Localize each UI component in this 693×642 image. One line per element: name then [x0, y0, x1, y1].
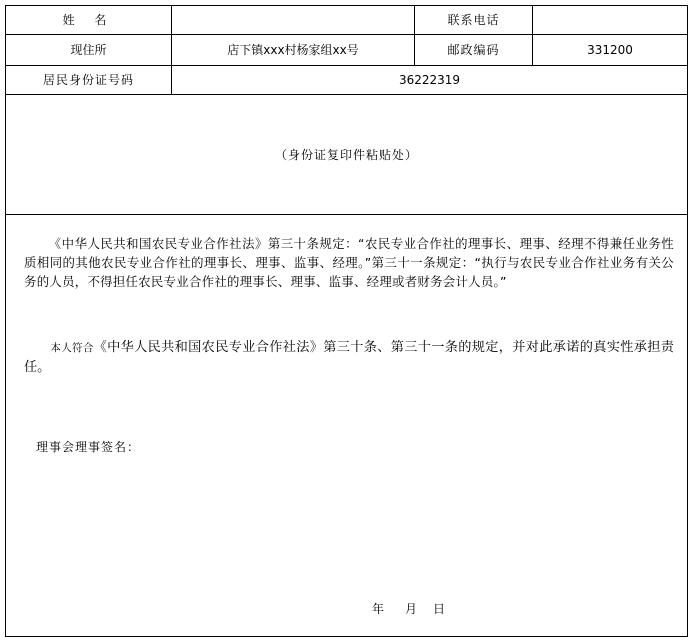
- name-label: 姓 名: [62, 13, 115, 27]
- id-number-value[interactable]: 36222319: [398, 73, 461, 87]
- pledge-main: 《中华人民共和国农民专业合作社法》第三十条、第三十一条的规定，并对此承诺的真实性承担责任。: [24, 340, 674, 375]
- address-value[interactable]: 店下镇xxx村杨家组xx号: [227, 43, 359, 57]
- id-number-label: 居民身份证号码: [42, 73, 134, 87]
- name-value[interactable]: [172, 6, 414, 34]
- date-month: 月: [405, 602, 418, 616]
- id-copy-paste-area: （身份证复印件粘贴处）: [274, 147, 418, 162]
- phone-label: 联系电话: [447, 13, 500, 27]
- signature-label: 理事会理事签名：: [36, 440, 141, 454]
- postcode-label: 邮政编码: [447, 43, 500, 57]
- phone-value[interactable]: [533, 6, 687, 34]
- date-day: 日: [433, 602, 446, 616]
- law-provisions-text: 《中华人民共和国农民专业合作社法》第三十条规定：“农民专业合作社的理事长、理事、经理不得兼任业务性质相同的其他农民专业合作社的理事长、理事、监事、经理。”第三十一条规定：“执行与农民专业合作社业务有关公务的人员，不得担任农民专业合作社的理事长、理事、监事、经理或者财务会计人员。”: [24, 236, 674, 289]
- row-divider: [6, 214, 687, 215]
- pledge-statement: [24, 338, 674, 378]
- date-year: 年: [372, 602, 385, 616]
- pledge-form: [5, 5, 688, 637]
- postcode-value[interactable]: 331200: [587, 43, 633, 57]
- address-label: 现住所: [70, 43, 107, 57]
- pledge-prefix: 本人符合: [50, 342, 94, 354]
